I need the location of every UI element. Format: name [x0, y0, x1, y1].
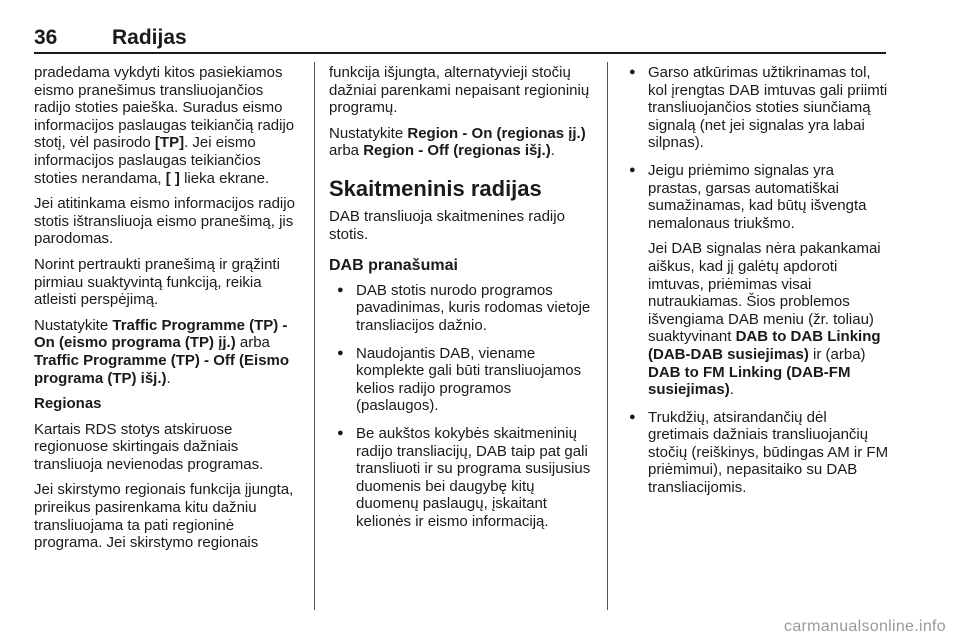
paragraph: funkcija išjungta, alternatyvieji stočių dažniai parenkami nepaisant regioninių programų. — [329, 64, 590, 117]
text: Nustatykite — [34, 316, 109, 334]
menu-option: Traffic Programme (TP) - Off (Eismo programa (TP) išj.) — [34, 351, 290, 387]
text: ir (arba) — [813, 345, 866, 363]
text: pradedama vykdyti kitos pasiekiamos eismo pranešimus transliuojančios radijo stoties paieška. Suradus eismo informacijos paslaugas teikiančią radijo stotį, vėl pasirodo — [34, 64, 295, 152]
page-number: 36 — [34, 26, 58, 49]
sub-heading: DAB pranašumai — [329, 257, 458, 275]
menu-option: DAB to DAB Linking (DAB-DAB susiejimas) — [648, 328, 881, 363]
list-item — [621, 162, 889, 399]
empty-indicator: [ ] — [165, 169, 180, 187]
paragraph: Kartais RDS stotys atskiruose regionuose skirtingais dažniais transliuoja nevienodas programas. — [34, 420, 264, 473]
advantages-list — [329, 282, 597, 531]
text: lieka ekrane. — [184, 169, 270, 187]
column-divider-2 — [607, 62, 608, 610]
paragraph — [329, 125, 597, 160]
tp-indicator: [TP] — [154, 134, 185, 152]
menu-option: Traffic Programme (TP) - On (eismo programa (TP) įj.) — [34, 316, 288, 352]
menu-option: Region - Off (regionas išj.) — [363, 142, 551, 160]
list-item: ● Naudojantis DAB, viename komplekte gali būti transliuojamos kelios radijo programos (paslaugos). — [329, 345, 597, 415]
paragraph: Norint pertraukti pranešimą ir grąžinti pirmiau suaktyvintą funkciją, reikia atleisti perspėjimą. — [34, 255, 280, 309]
list-item-continuation — [648, 240, 889, 398]
column-3 — [621, 64, 889, 507]
paragraph: DAB transliuoja skaitmenines radijo stotis. — [329, 207, 565, 243]
watermark: carmanualsonline.info — [784, 618, 946, 635]
header-rule — [34, 52, 886, 54]
text: Jeigu priėmimo signalas yra prastas, garsas automatiškai sumažinamas, kad būtų išvengta nemalonaus triukšmo. — [648, 161, 867, 232]
advantages-list-continued — [621, 64, 889, 497]
menu-option: Region - On (regionas įj.) — [407, 124, 586, 142]
column-divider-1 — [314, 62, 315, 610]
paragraph — [34, 317, 302, 387]
text: . Jei eismo informacijos paslaugas teikiančios stoties nerandama, — [34, 134, 261, 187]
page-header — [34, 26, 886, 52]
text: arba — [239, 334, 270, 352]
list-item: ● Garso atkūrimas užtikrinamas tol, kol įrengtas DAB imtuvas gali priimti transliuojančios stoties siunčiamą signalą (net jei signalas yra labai silpnas). — [621, 64, 889, 152]
text: arba — [329, 142, 360, 160]
list-item: ● DAB stotis nurodo programos pavadinimas, kuris rodomas vietoje transliacijos dažnio. — [329, 282, 597, 335]
text: . — [166, 369, 171, 387]
paragraph — [34, 64, 302, 187]
section-heading: Skaitmeninis radijas — [329, 175, 542, 201]
column-1 — [34, 64, 302, 560]
text: . — [729, 381, 734, 399]
paragraph: Jei skirstymo regionais funkcija įjungta, prireikus pasirenkama kitu dažniu transliuojama ta pati regioninė programa. Jei skirstymo regionais — [34, 481, 294, 552]
list-item: ● Trukdžių, atsirandančių dėl gretimais dažniais transliuojančių stočių (reiškinys, būdingas AM ir FM priėmimui), nepasitaiko su DAB transliacijomis. — [621, 409, 889, 497]
text: . — [550, 142, 555, 160]
list-item: ● Be aukštos kokybės skaitmeninių radijo transliacijų, DAB taip pat gali transliuoti ir su programa susijusius duomenis bei daugybę kitų duomenų paslaugų, įskaitant kelionės ir eismo informaciją. — [329, 425, 597, 531]
menu-option: DAB to FM Linking (DAB-FM susiejimas) — [648, 363, 851, 399]
text: Jei DAB signalas nėra pakankamai aiškus, kad jį galėtų apdoroti imtuvas, priėmimas visai nutraukiamas. Šios problemos išvengiama DAB meniu (žr. toliau) suaktyvinant — [648, 240, 881, 346]
text: Nustatykite — [329, 124, 404, 142]
page-title: Radijas — [112, 26, 187, 49]
column-2 — [329, 64, 597, 540]
paragraph: Jei atitinkama eismo informacijos radijo stotis ištransliuoja eismo pranešimą, jis parodomas. — [34, 195, 295, 248]
regions-heading: Regionas — [34, 395, 102, 413]
